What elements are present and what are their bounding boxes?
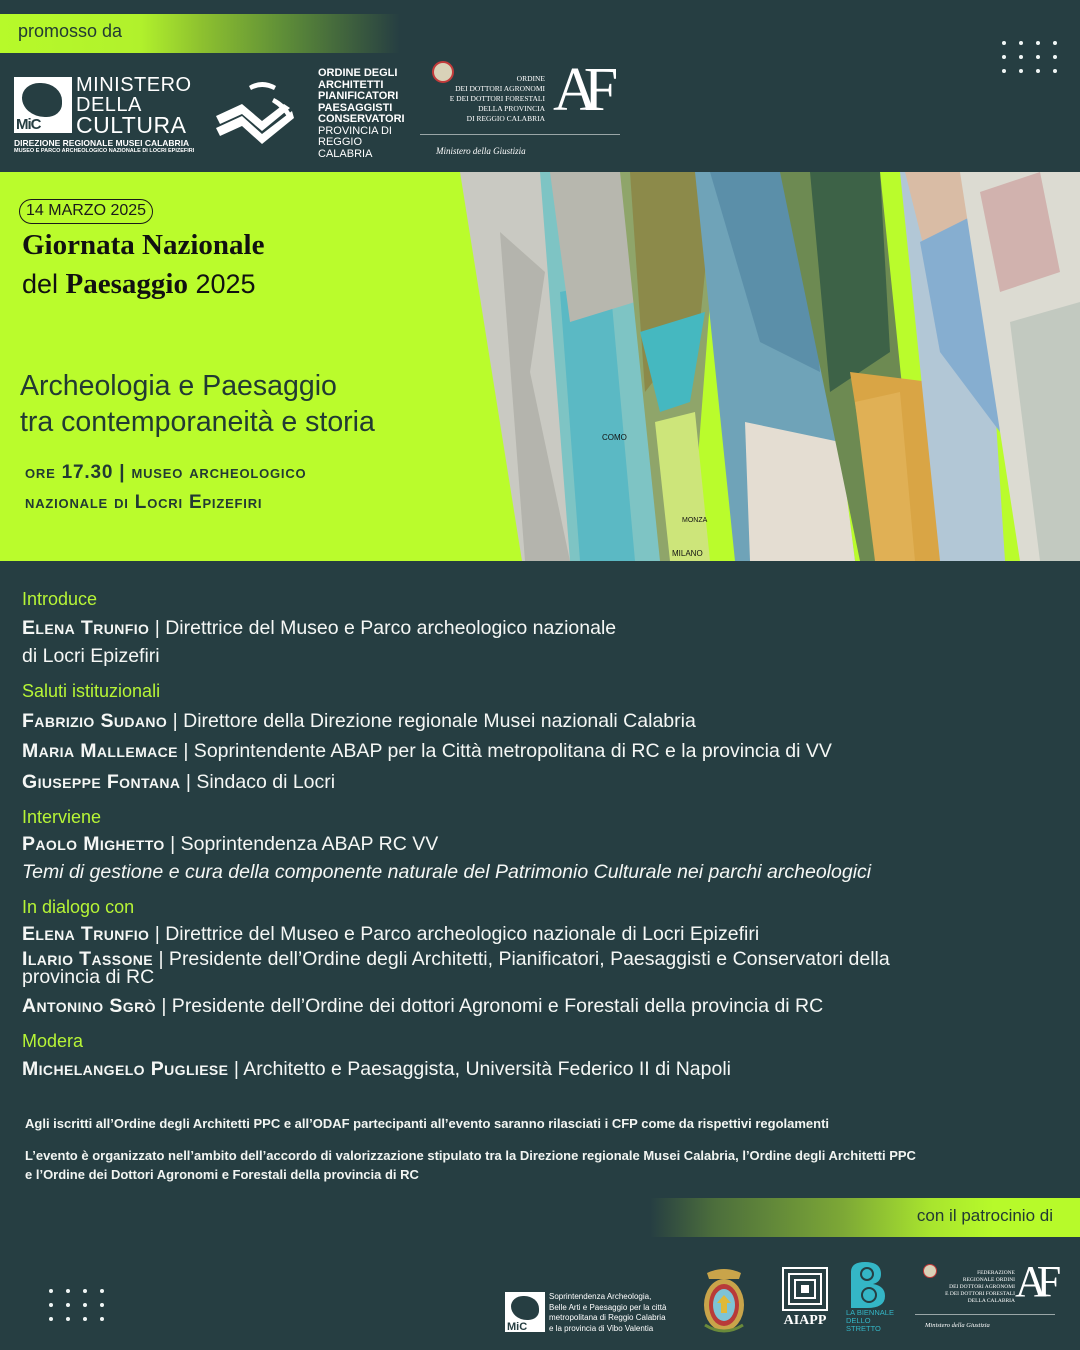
speaker-row: Paolo Mighetto | Soprintendenza ABAP RC VV: [22, 833, 439, 855]
speaker-row: Elena Trunfio | Direttrice del Museo e Parco archeologico nazionale: [22, 617, 617, 639]
historic-maps-collage-image: [460, 172, 1080, 561]
logo-ordine-architetti: [214, 68, 414, 158]
section-title-introduce: Introduce: [22, 589, 98, 609]
svg-text:MILANO: MILANO: [672, 549, 703, 558]
divider: [420, 134, 620, 135]
architetti-text: ORDINE DEGLI ARCHITETTI PIANIFICATORI PAESAGGISTI CONSERVATORI PROVINCIA DI REGGIO CALABRIA: [318, 67, 405, 160]
divider: [915, 1314, 1055, 1315]
agreement-note-line2: e l’Ordine dei Dottori Agronomi e Forestali della provincia di RC: [25, 1167, 419, 1182]
section-title-dialogo: In dialogo con: [22, 897, 135, 917]
ministry-label: Ministero della Giustizia: [925, 1322, 990, 1329]
italian-republic-emblem-icon: [923, 1264, 937, 1278]
event-title-line2: del Paesaggio 2025: [22, 268, 256, 300]
svg-text:COMO: COMO: [602, 433, 627, 442]
biennale-text: LA BIENNALE DELLO STRETTO: [846, 1308, 894, 1333]
talk-title: Temi di gestione e cura della componente naturale del Patrimonio Culturale nei parchi archeologici: [22, 861, 872, 883]
patron-logos: [505, 1257, 1075, 1342]
soprintendenza-text: Soprintendenza Archeologia, Belle Arti e Paesaggio per la città metropolitana di Reggio Calabria e la provincia di Vibo Valentia: [549, 1292, 667, 1333]
event-date-badge: 14 MARZO 2025: [19, 199, 153, 224]
section-title-interviene: Interviene: [22, 807, 102, 827]
logo-federazione-agronomi: [915, 1257, 1065, 1340]
event-time-location: ore 17.30 | museo archeologico nazionale di Locri Epizefiri: [25, 462, 307, 513]
speaker-row: Giuseppe Fontana | Sindaco di Locri: [22, 771, 336, 793]
mic-logo-icon: MiC: [14, 77, 72, 133]
spiral-b-icon: [847, 1262, 887, 1308]
speaker-row: Michelangelo Pugliese | Architetto e Paesaggista, Università Federico II di Napoli: [22, 1058, 731, 1080]
section-title-modera: Modera: [22, 1031, 84, 1051]
maze-icon: [782, 1267, 828, 1311]
ministry-label: Ministero della Giustizia: [436, 146, 526, 156]
section-title-saluti: Saluti istituzionali: [22, 681, 161, 701]
mic-title: MINISTERO DELLA CULTURA: [76, 74, 192, 138]
speaker-role-continuation: di Locri Epizefiri: [22, 645, 160, 667]
logo-biennale-stretto: [845, 1262, 895, 1340]
agreement-note-line1: L’evento è organizzato nell’ambito dell’accordo di valorizzazione stipulato tra la Direzione regionale Musei Calabria, l’Ordine degli Architetti PPC: [25, 1148, 916, 1163]
agronomi-text: ORDINE DEI DOTTORI AGRONOMI E DEI DOTTORI FORESTALI DELLA PROVINCIA DI REGGIO CALABRIA: [449, 74, 545, 123]
speaker-row: Fabrizio Sudano | Direttore della Direzione regionale Musei nazionali Calabria: [22, 710, 696, 732]
event-notes: [25, 1114, 1035, 1184]
patronage-label: con il patrocinio di: [916, 1206, 1053, 1225]
program-list: [22, 588, 1062, 1081]
speaker-row: Elena Trunfio | Direttrice del Museo e Parco archeologico nazionale di Locri Epizefiri: [22, 923, 760, 945]
logo-aiapp: AIAPP: [780, 1267, 830, 1337]
af-monogram: AF: [1015, 1257, 1052, 1306]
patronage-banner: [650, 1198, 1080, 1237]
federazione-text: FEDERAZIONE REGIONALE ORDINI DEI DOTTORI AGRONOMI E DEI DOTTORI FORESTALI DELLA CALABRIA: [945, 1270, 1015, 1304]
dot-grid-decoration-bottom: [49, 1289, 104, 1321]
af-monogram: AF: [553, 56, 605, 124]
mic-subtitle: DIREZIONE REGIONALE MUSEI CALABRIA: [14, 138, 190, 148]
speaker-row: Ilario Tassone | Presidente dell’Ordine degli Architetti, Pianificatori, Paesaggisti e Conservatori della: [22, 948, 890, 970]
logo-soprintendenza: [505, 1292, 695, 1334]
speaker-role-continuation: provincia di RC: [22, 966, 155, 988]
speaker-row: Maria Mallemace | Soprintendente ABAP per la Città metropolitana di RC e la provincia di VV: [22, 740, 832, 762]
logo-ordine-agronomi: [420, 58, 625, 158]
svg-text:MONZA: MONZA: [682, 517, 708, 524]
architetti-wave-icon: [214, 76, 309, 151]
event-subtitle: Archeologia e Paesaggio tra contemporaneità e storia: [20, 370, 375, 438]
dot-grid-decoration-top: [1002, 41, 1057, 73]
promoted-by-label: promosso da: [18, 21, 123, 41]
speaker-row: Antonino Sgrò | Presidente dell’Ordine dei dottori Agronomi e Forestali della provincia di RC: [22, 995, 824, 1017]
event-title-line1: Giornata Nazionale: [22, 229, 265, 261]
cfp-note: Agli iscritti all’Ordine degli Architetti PPC e all’ODAF partecipanti all’evento saranno rilasciati i CFP come da rispettivi regolamenti: [25, 1116, 830, 1131]
mic-subtitle-small: MUSEO E PARCO ARCHEOLOGICO NAZIONALE DI LOCRI EPIZEFIRI: [14, 148, 195, 154]
promoted-by-banner: [0, 14, 400, 53]
hero-banner: [0, 172, 1080, 561]
city-crest-icon: [699, 1265, 749, 1337]
logo-ministero-cultura: [14, 75, 204, 155]
mic-logo-icon: MiC: [505, 1292, 545, 1332]
